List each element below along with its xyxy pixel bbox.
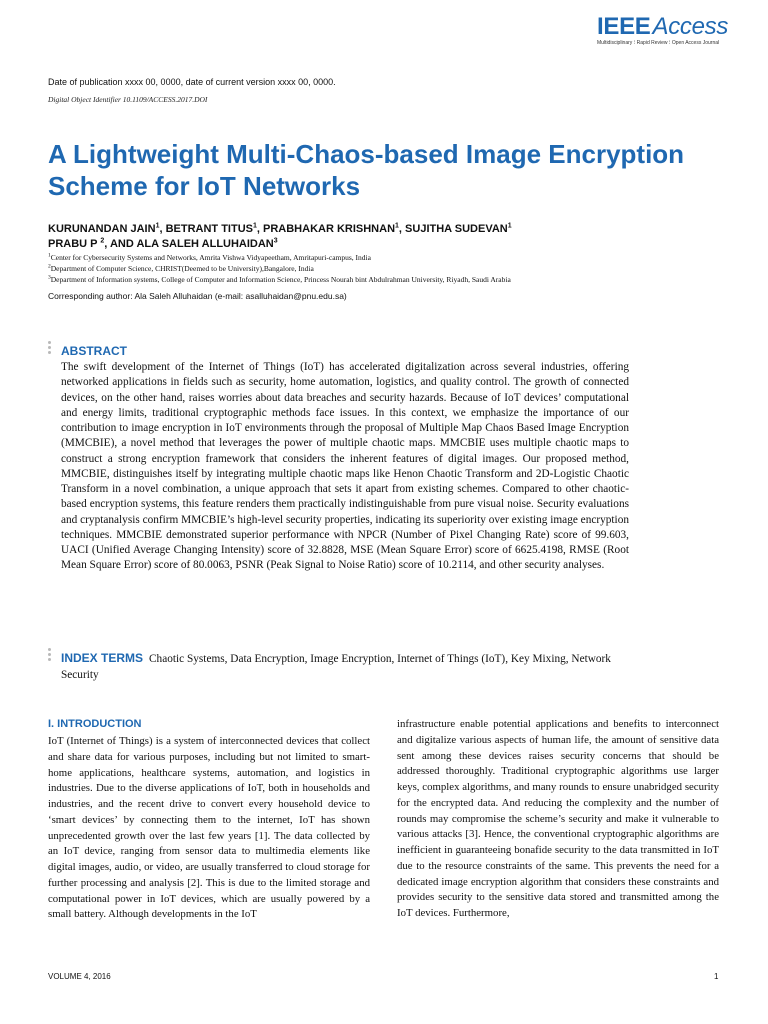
author-affiliation-marker: 3 <box>273 237 278 245</box>
author-list <box>48 222 728 252</box>
abstract-heading: ABSTRACT <box>61 344 127 358</box>
affiliation-item <box>48 252 728 263</box>
author-affiliation-marker: 1 <box>507 222 512 230</box>
affiliation-item <box>48 274 728 285</box>
volume-footer: VOLUME 4, 2016 <box>48 972 111 981</box>
doi-line: Digital Object Identifier 10.1109/ACCESS.2017.DOI <box>48 95 208 104</box>
author-name: BETRANT TITUS <box>165 223 253 235</box>
affiliation-number: 3 <box>48 274 51 281</box>
author-separator: , <box>256 223 264 235</box>
corresponding-author: Corresponding author: Ala Saleh Alluhaidan (e-mail: asalluhaidan@pnu.edu.sa) <box>48 291 347 301</box>
author-name: SUJITHA SUDEVAN <box>405 223 508 235</box>
section-marker-dots <box>48 648 52 663</box>
author-name: KURUNANDAN JAIN <box>48 223 156 235</box>
logo-tagline: Multidisciplinary ⁝ Rapid Review ⁝ Open Access Journal <box>597 40 720 46</box>
intro-column-right: infrastructure enable potential applications and benefits to interconnect and digitalize various aspects of human life, the amount of sensitive data sent among these devices raises security concerns that should be addressed thoroughly. Traditional cryptographic algorithms use larger keys, complex algorithms, and many rounds to ensure unabridged security for the encrypted data. And reducing the complexity and the number of rounds may compromise the scheme’s security and make it vulnerable to various attacks [3]. Hence, the conventional cryptographic algorithms are inefficient in guaranteeing bonafide security to the data transmitted in IoT due to the resource constraints of the same. This prevents the need for a dedicated image encryption algorithm that considers these constraints and provides security to the sensitive data stored and transmitted among the IoT devices. Furthermore, <box>397 718 719 919</box>
ieee-access-logo <box>597 13 729 47</box>
affiliation-item <box>48 263 728 274</box>
affiliation-number: 2 <box>48 263 51 270</box>
section-heading-introduction: I. INTRODUCTION <box>48 718 142 730</box>
index-terms-body: Chaotic Systems, Data Encryption, Image Encryption, Internet of Things (IoT), Key Mixing, Network Security <box>61 653 611 681</box>
abstract-body: The swift development of the Internet of Things (IoT) has accelerated digitalization across several industries, offering networked applications in fields such as security, home automation, logistics, and quality control. The growth of connected devices, on the other hand, raises worries about data breaches and security hazards. Because of IoT devices’ computational and energy limits, traditional cryptographic methods face issues. In this context, we emphasize the importance of our contribution to image encryption in IoT environments through the proposal of Multiple Map Chaos Based Image Encryption (MMCBIE), a novel method that leverages the power of multiple chaotic maps. MMCBIE uses multiple chaotic maps to construct a strong encryption framework that considers the inherent features of digital images. Our proposed method, MMCBIE, distinguishes itself by integrating multiple chaotic maps like Henon Chaotic Transform and 2D-Logistic Chaotic Transform in a novel combination, a unique approach that sets it apart from existing schemes. Compared to other chaotic-based encryption systems, this feature renders them practically indistinguishable from pure visual noise. Security evaluations and cryptanalysis confirm MMCBIE’s high-level security properties, indicating its superiority over existing image encryption techniques. MMCBIE demonstrated superior performance with NPCR (Number of Pixel Changing Rate) score of 99.603, UACI (Unified Average Changing Intensity) score of 32.8828, MSE (Mean Square Error) score of 6625.4198, RMSE (Root Mean Square Error) score of 80.0063, PSNR (Peak Signal to Noise Ratio) score of 10.2114, and other security analyses. <box>61 361 629 572</box>
publication-date: Date of publication xxxx 00, 0000, date of current version xxxx 00, 0000. <box>48 77 336 87</box>
index-terms-heading: INDEX TERMS <box>61 651 144 665</box>
author-separator: , <box>159 223 166 235</box>
author-affiliation-marker: 1 <box>395 222 399 230</box>
paper-title: A Lightweight Multi-Chaos-based Image Encryption Scheme for IoT Networks <box>48 139 685 201</box>
author-separator: , <box>398 223 406 235</box>
affiliation-text: Center for Cybersecurity Systems and Networks, Amrita Vishwa Vidyapeetham, Amritapuri-campus, India <box>50 253 371 262</box>
section-marker-dots <box>48 341 52 356</box>
page-number: 1 <box>714 972 719 981</box>
author-name: ALA SALEH ALLUHAIDAN <box>136 238 274 250</box>
logo-product: Access <box>652 13 729 40</box>
affiliation-list <box>48 252 728 285</box>
author-name: PRABU P <box>48 238 101 250</box>
author-separator: , AND <box>104 238 137 250</box>
affiliation-text: Department of Information systems, College of Computer and Information Science, Princess Nourah bint Abdulrahman University, Riyadh, Saudi Arabia <box>50 275 511 284</box>
intro-column-left: IoT (Internet of Things) is a system of interconnected devices that collect and share data for various purposes, including but not limited to smart-home applications, healthcare systems, automation, and logistics in industries. Due to the diverse applications of IoT, both in households and industries, and the recent drive to convert every household device to ‘smart devices’ by connecting them to the internet, IoT has shown unprecedented growth over the last few years [1]. The data collected by an IoT device, ranging from sensor data to multimedia elements like digital images, audio, or video, are usually transferred to cloud storage for further processing and analysis [2]. This is due to the limited storage and computational power in IoT devices, which are usually powered by a small battery. Although developments in the IoT <box>48 735 370 921</box>
affiliation-text: Department of Computer Science, CHRIST(Deemed to be University),Bangalore, India <box>50 264 314 273</box>
author-name: PRABHAKAR KRISHNAN <box>263 223 396 235</box>
logo-brand: IEEE <box>597 13 651 40</box>
affiliation-number: 1 <box>48 252 51 259</box>
author-affiliation-marker: 1 <box>155 222 160 230</box>
index-terms <box>61 651 629 683</box>
author-affiliation-marker: 1 <box>252 222 257 230</box>
author-affiliation-marker: 2 <box>100 237 105 245</box>
